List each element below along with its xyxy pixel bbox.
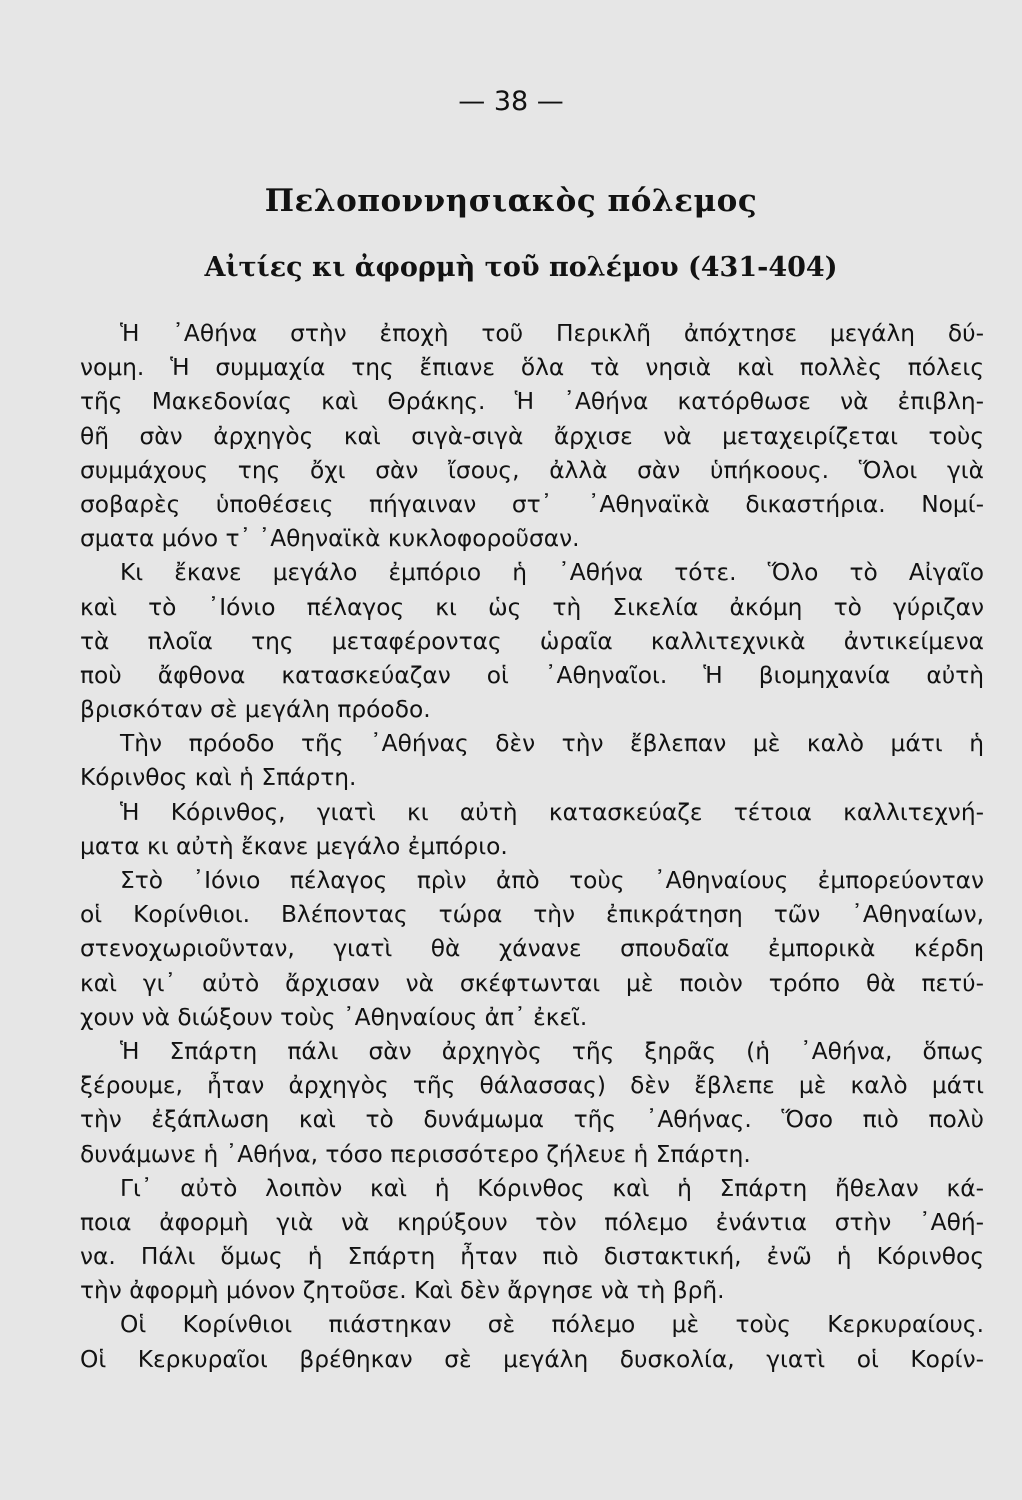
text-line: Τὴν πρόοδο τῆς ᾿Αθήνας δὲν τὴν ἔβλεπαν μὲ καλὸ μάτι ἡ: [120, 730, 984, 758]
text-line: χουν νὰ διώξουν τοὺς ᾿Αθηναίους ἀπ᾿ ἐκεῖ.: [80, 1003, 588, 1031]
body-text: [80, 317, 984, 1377]
text-line: ποὺ ἄφθονα κατασκεύαζαν οἱ ᾿Αθηναῖοι. Ἡ βιομηχανία αὐτὴ: [80, 661, 984, 689]
text-line: να. Πάλι ὅμως ἡ Σπάρτη ἦταν πιὸ διστακτική, ἐνῶ ἡ Κόρινθος: [80, 1243, 984, 1271]
section-subtitle: Αἰτίες κι ἀφορμὴ τοῦ πολέμου (431-404): [204, 252, 838, 283]
text-line: σοβαρὲς ὑποθέσεις πήγαιναν στ᾿ ᾿Αθηναϊκὰ δικαστήρια. Νομί-: [80, 490, 984, 518]
text-line: Οἱ Κερκυραῖοι βρέθηκαν σὲ μεγάλη δυσκολία, γιατὶ οἱ Κορίν-: [80, 1345, 984, 1373]
text-line: Ἡ Σπάρτη πάλι σὰν ἀρχηγὸς τῆς ξηρᾶς (ἡ ᾿Αθήνα, ὅπως: [120, 1037, 984, 1065]
text-line: τὰ πλοῖα της μεταφέροντας ὡραῖα καλλιτεχνικὰ ἀντικείμενα: [80, 627, 984, 655]
text-line: Κόρινθος καὶ ἡ Σπάρτη.: [80, 764, 357, 792]
text-line: Οἱ Κορίνθιοι πιάστηκαν σὲ πόλεμο μὲ τοὺς Κερκυραίους.: [120, 1311, 984, 1339]
text-line: οἱ Κορίνθιοι. Βλέποντας τώρα τὴν ἐπικράτηση τῶν ᾿Αθηναίων,: [80, 901, 984, 929]
text-line: ξέρουμε, ἦταν ἀρχηγὸς τῆς θάλασσας) δὲν ἔβλεπε μὲ καλὸ μάτι: [80, 1072, 984, 1100]
text-line: στενοχωριοῦνταν, γιατὶ θὰ χάνανε σπουδαῖα ἐμπορικὰ κέρδη: [80, 935, 984, 963]
text-line: θῆ σὰν ἀρχηγὸς καὶ σιγὰ-σιγὰ ἄρχισε νὰ μεταχειρίζεται τοὺς: [80, 422, 984, 450]
text-line: καὶ τὸ ᾿Ιόνιο πέλαγος κι ὡς τὴ Σικελία ἀκόμη τὸ γύριζαν: [80, 593, 984, 621]
text-line: καὶ γι᾿ αὐτὸ ἄρχισαν νὰ σκέφτωνται μὲ ποιὸν τρόπο θὰ πετύ-: [80, 969, 984, 997]
text-line: τὴν ἐξάπλωση καὶ τὸ δυνάμωμα τῆς ᾿Αθήνας. Ὅσο πιὸ πολὺ: [80, 1106, 984, 1134]
text-line: Γι᾿ αὐτὸ λοιπὸν καὶ ἡ Κόρινθος καὶ ἡ Σπάρτη ἤθελαν κά-: [120, 1174, 984, 1202]
text-line: νομη. Ἡ συμμαχία της ἔπιανε ὅλα τὰ νησιὰ καὶ πολλὲς πόλεις: [80, 354, 984, 382]
text-line: τῆς Μακεδονίας καὶ Θράκης. Ἡ ᾿Αθήνα κατόρθωσε νὰ ἐπιβλη-: [80, 388, 984, 416]
text-line: τὴν ἀφορμὴ μόνον ζητοῦσε. Καὶ δὲν ἄργησε νὰ τὴ βρῆ.: [80, 1277, 725, 1305]
text-line: Ἡ ᾿Αθήνα στὴν ἐποχὴ τοῦ Περικλῆ ἀπόχτησε μεγάλη δύ-: [120, 320, 984, 347]
text-line: ποια ἀφορμὴ γιὰ νὰ κηρύξουν τὸν πόλεμο ἐνάντια στὴν ᾿Αθή-: [80, 1208, 984, 1236]
text-line: σματα μόνο τ᾿ ᾿Αθηναϊκὰ κυκλοφοροῦσαν.: [80, 525, 580, 553]
text-line: δυνάμωνε ἡ ᾿Αθήνα, τόσο περισσότερο ζήλευε ἡ Σπάρτη.: [80, 1140, 751, 1168]
text-line: Ἡ Κόρινθος, γιατὶ κι αὐτὴ κατασκεύαζε τέτοια καλλιτεχνή-: [120, 798, 984, 826]
chapter-title: Πελοποννησιακὸς πόλεμος: [264, 183, 758, 219]
text-line: Κι ἔκανε μεγάλο ἐμπόριο ἡ ᾿Αθήνα τότε. Ὅλο τὸ Αἰγαῖο: [120, 559, 984, 587]
text-line: Στὸ ᾿Ιόνιο πέλαγος πρὶν ἀπὸ τοὺς ᾿Αθηναίους ἐμπορεύονταν: [120, 867, 984, 894]
text-line: ματα κι αὐτὴ ἔκανε μεγάλο ἐμπόριο.: [80, 832, 508, 860]
page-number: — 38 —: [458, 86, 564, 117]
text-line: συμμάχους της ὄχι σὰν ἴσους, ἀλλὰ σὰν ὑπήκοους. Ὅλοι γιὰ: [80, 456, 984, 484]
text-line: βρισκόταν σὲ μεγάλη πρόοδο.: [80, 696, 431, 724]
